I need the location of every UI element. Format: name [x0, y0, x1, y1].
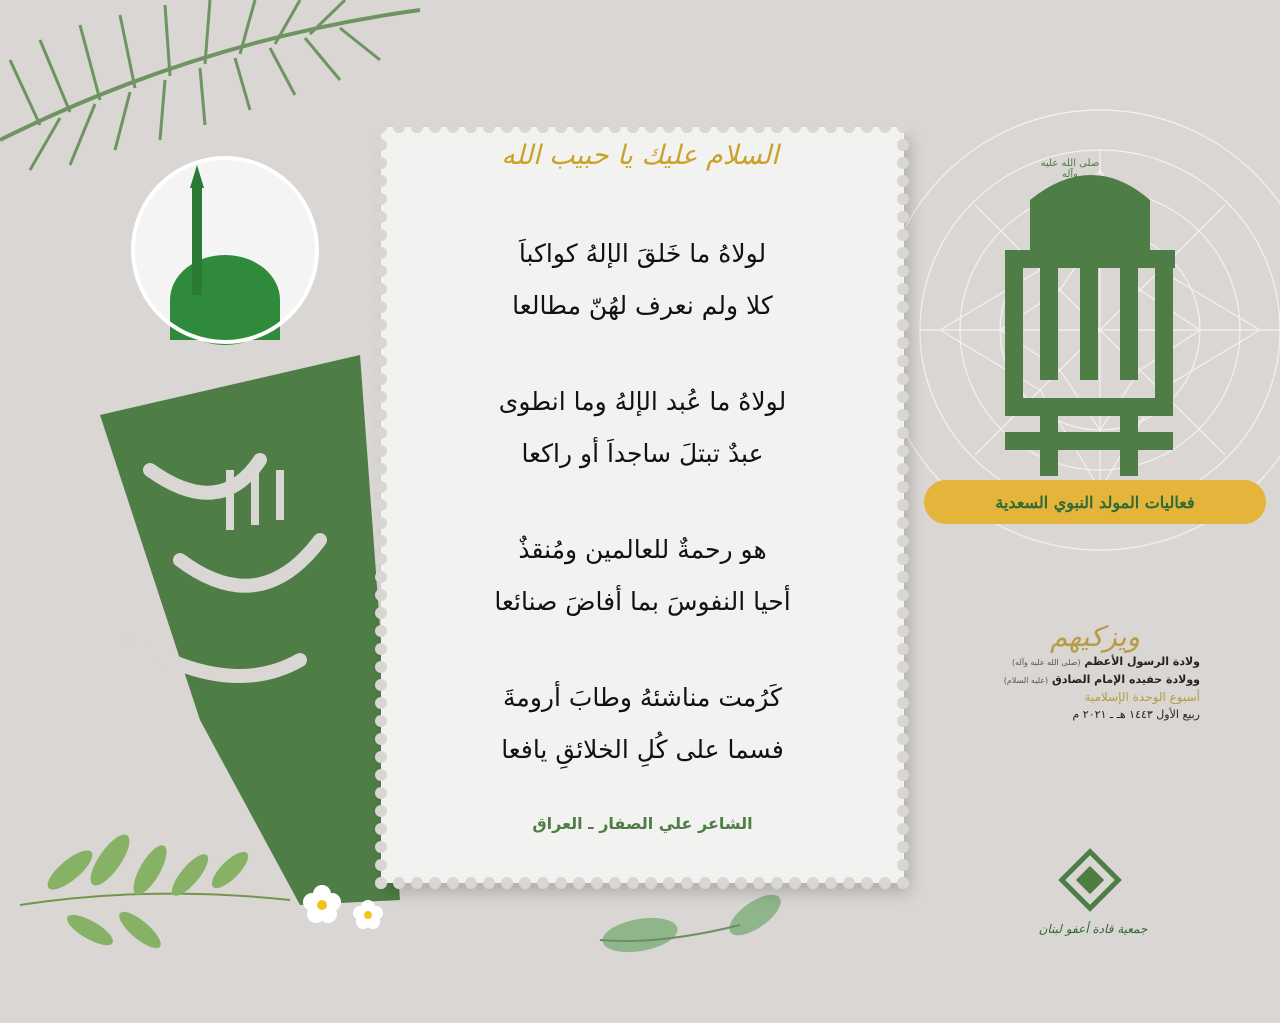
verse-line: كلا ولم نعرف لهُنّ مطالعا [512, 291, 773, 320]
association-name: جمعية قادة أعفو لبنان [1038, 922, 1148, 936]
verse-line: فسما على كُلِ الخلائقِ يافعا [501, 735, 784, 764]
verse-line: عبدٌ تبتلَ ساجداَ أو راكعا [521, 439, 764, 468]
info-text: وولادة حفيده الإمام الصادق [1052, 673, 1200, 686]
association-logo-icon [1062, 852, 1119, 909]
stanza [390, 672, 895, 776]
verse-line: لولاهُ ما عُبد الإلهُ وما انطوى [498, 387, 787, 416]
stanza [390, 376, 895, 480]
info-note: (عليه السلام) [1003, 676, 1049, 685]
verse-line: أحيا النفوسَ بما أفاضَ صنائعا [494, 587, 791, 616]
emblem-habib-allah [1005, 175, 1175, 476]
info-note: (صلى الله عليه وآله) [1011, 658, 1081, 667]
poem [390, 228, 895, 820]
poet-credit: الشاعر علي الصفار ـ العراق [532, 814, 753, 833]
verse-line: هو رحمةٌ للعالمين ومُنقذٌ [518, 535, 767, 564]
info-date: ربيع الأول ١٤٤٣ هـ ـ ٢٠٢١ م [1072, 708, 1200, 721]
info-calligraphy: ويزكيهم [1049, 620, 1141, 653]
greeting-calligraphy: السلام عليك يا حبيب الله [501, 140, 779, 171]
info-text: ولادة الرسول الأعظم [1084, 655, 1200, 668]
dome-badge [133, 158, 317, 345]
verse-line: كَرُمت مناشئهُ وطابَ أرومةَ [503, 683, 782, 712]
leaves-icon [600, 887, 787, 957]
info-line [990, 671, 1200, 689]
stanza [390, 228, 895, 332]
stanza [390, 524, 895, 628]
green-calligraphy-flag [100, 355, 400, 905]
palm-leaf-icon [0, 0, 420, 170]
verse-line: لولاهُ ما خَلقَ الإلهُ كواكباَ [518, 239, 767, 268]
emblem-honorific: صلى الله عليه وآله [1040, 158, 1100, 180]
info-line [990, 653, 1200, 671]
event-banner: فعاليات المولد النبوي السعدية [924, 480, 1266, 524]
leaf-branch-icon [20, 829, 290, 953]
event-info [990, 620, 1200, 723]
info-week: أسبوع الوحدة الإسلامية [1084, 690, 1200, 704]
